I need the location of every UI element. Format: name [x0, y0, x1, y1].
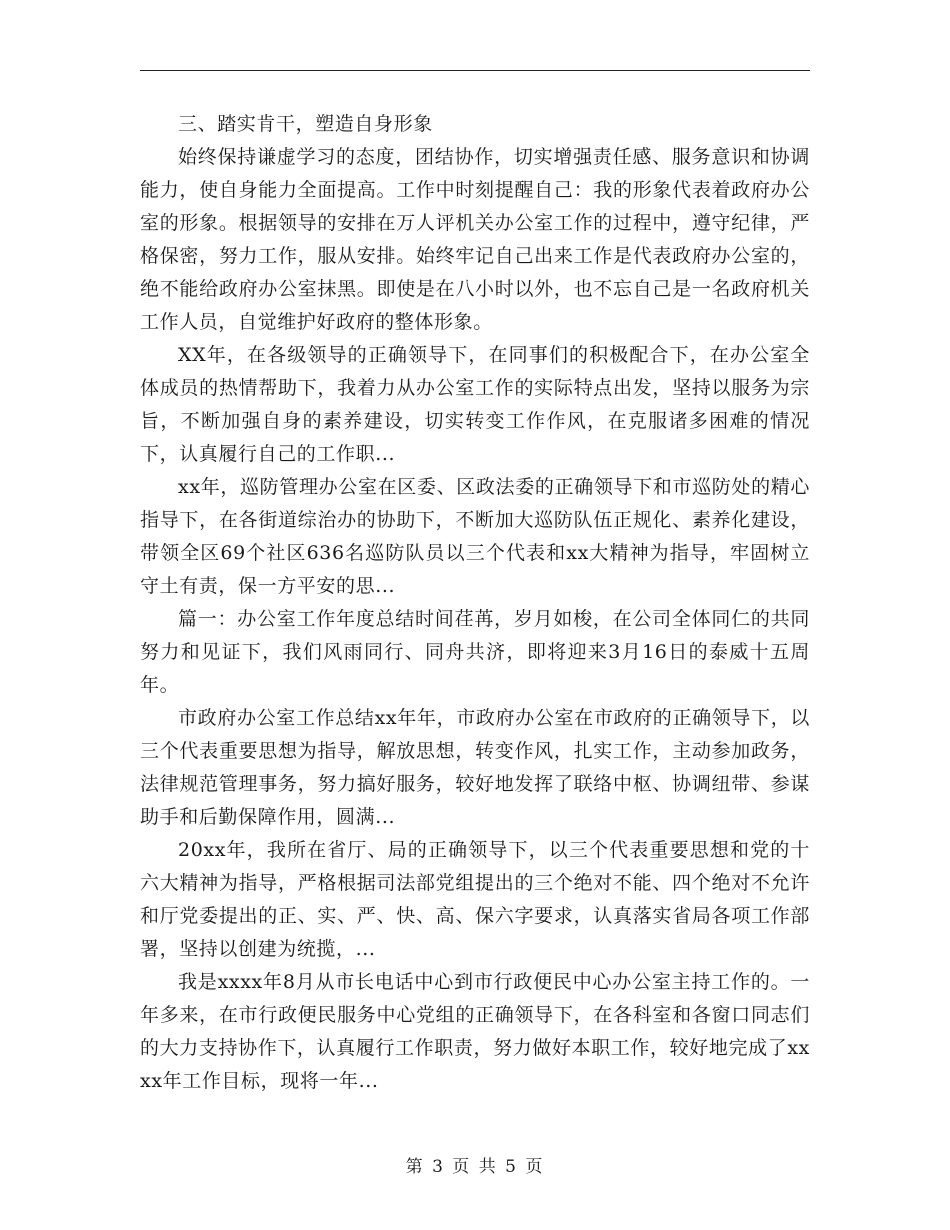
paragraph: 20xx年，我所在省厅、局的正确领导下，以三个代表重要思想和党的十六大精神为指导，严格根据司法部党组提出的三个绝对不能、四个绝对不允许和厅党委提出的正、实、严、快、高、保六字要求，认真落实省局各项工作部署，坚持以创建为统揽，...: [140, 839, 810, 960]
paragraph: 市政府办公室工作总结xx年年，市政府办公室在市政府的正确领导下，以三个代表重要思想为指导，解放思想，转变作风，扎实工作，主动参加政务，法律规范管理事务，努力搞好服务，较好地发挥了联络中枢、协调纽带、参谋助手和后勤保障作用，圆满...: [140, 707, 810, 828]
page-number-footer: 第 3 页 共 5 页: [405, 1157, 545, 1177]
header-rule: [140, 70, 810, 71]
paragraph: 我是xxxx年8月从市长电话中心到市行政便民中心办公室主持工作的。一年多来，在市行政便民服务中心党组的正确领导下，在各科室和各窗口同志们的大力支持协作下，认真履行工作职责，努力做好本职工作，较好地完成了xxxx年工作目标，现将一年...: [140, 971, 810, 1092]
document-body: [140, 108, 810, 1098]
section-heading: 三、踏实肯干，塑造自身形象: [178, 113, 433, 135]
paragraph: XX年，在各级领导的正确领导下，在同事们的积极配合下，在办公室全体成员的热情帮助下，我着力从办公室工作的实际特点出发，坚持以服务为宗旨，不断加强自身的素养建设，切实转变工作作风，在克服诸多困难的情况下，认真履行自己的工作职...: [140, 344, 810, 465]
paragraph: 始终保持谦虚学习的态度，团结协作，切实增强责任感、服务意识和协调能力，使自身能力全面提高。工作中时刻提醒自己：我的形象代表着政府办公室的形象。根据领导的安排在万人评机关办公室工作的过程中，遵守纪律，严格保密，努力工作，服从安排。始终牢记自己出来工作是代表政府办公室的，绝不能给政府办公室抹黑。即使是在八小时以外，也不忘自己是一名政府机关工作人员，自觉维护好政府的整体形象。: [140, 146, 810, 333]
paragraph: xx年，巡防管理办公室在区委、区政法委的正确领导下和市巡防处的精心指导下，在各街道综治办的协助下，不断加大巡防队伍正规化、素养化建设，带领全区69个社区636名巡防队员以三个代表和xx大精神为指导，牢固树立守土有责，保一方平安的思...: [140, 476, 810, 597]
paragraph: 篇一：办公室工作年度总结时间荏苒，岁月如梭，在公司全体同仁的共同努力和见证下，我们风雨同行、同舟共济，即将迎来3月16日的泰威十五周年。: [140, 608, 810, 696]
